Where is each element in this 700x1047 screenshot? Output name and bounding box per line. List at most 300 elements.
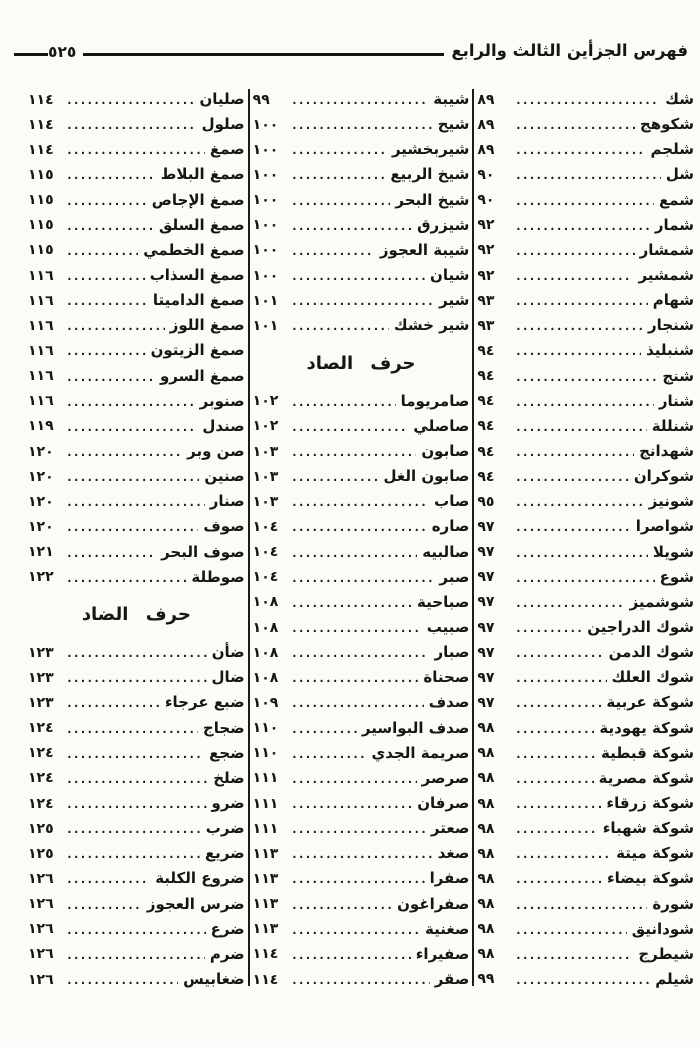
index-entry [477,313,694,338]
index-column-2 [253,87,470,992]
entry-term: صمغ السذاب [149,266,245,285]
entry-page-number: ١٢٢ [27,569,54,586]
index-entry [477,917,694,942]
entry-page-number: ٩٨ [477,770,495,787]
entry-page-number: ١٠٨ [252,619,279,636]
entry-page-number: ٨٩ [477,91,495,108]
dot-leader [291,540,418,565]
entry-term: شوكة شهباء [602,819,694,838]
header-rule [83,53,444,56]
index-entry [477,389,694,414]
entry-page-number: ١٢٠ [27,468,54,485]
dot-leader [291,565,435,590]
index-entry [477,590,694,615]
index-entry [28,967,245,992]
index-entry [253,716,470,741]
entry-page-number: ١٢٦ [27,870,54,887]
dot-leader [66,942,205,967]
index-entry [253,640,470,665]
dot-leader [291,162,386,187]
entry-page-number: ١٢٣ [27,669,54,686]
dot-leader [291,137,387,162]
entry-term: شيبة العجوز [379,240,470,259]
index-entry [253,590,470,615]
entry-page-number: ١٠٤ [252,544,279,561]
entry-page-number: ٩٨ [477,921,495,938]
dot-leader [515,87,660,112]
header-rule-short [14,53,48,56]
entry-term: شوك العلك [611,668,694,687]
entry-term: صامريوما [400,391,470,410]
entry-page-number: ١٢٦ [27,971,54,988]
header-title: فهرس الجزأين الثالث والرابع [451,40,688,60]
dot-leader [515,213,650,238]
entry-term: شكوهج [639,115,694,134]
entry-term: صمغ الخطمي [143,240,245,259]
dot-leader [291,414,409,439]
entry-page-number: ١٠١ [252,317,279,334]
entry-term: صمغ السلق [158,215,245,234]
entry-term: صقر [434,970,470,988]
index-entry [28,263,245,288]
entry-term: شنبليذ [646,341,694,360]
dot-leader [66,892,142,917]
entry-page-number: ٨٩ [477,116,495,133]
dot-leader [515,112,635,137]
entry-term: صاصلي [413,416,470,435]
dot-leader [66,690,160,715]
dot-leader [66,565,186,590]
entry-term: ضرب [205,819,245,838]
entry-term: صمغ الإجاص [151,190,245,209]
dot-leader [66,313,165,338]
dot-leader [291,690,424,715]
entry-page-number: ٩٢ [477,217,495,234]
entry-page-number: ١١٦ [27,393,54,410]
index-entry [477,162,694,187]
entry-term: شمع [658,190,694,209]
entry-page-number: ١٠٣ [252,443,279,460]
index-entry [253,213,470,238]
entry-page-number: ١١٤ [27,116,54,133]
entry-term: شنج [662,366,694,385]
index-body [0,60,700,992]
entry-page-number: ١٢٦ [27,946,54,963]
page-number: ٥٢٥ [48,42,77,61]
index-entry [28,514,245,539]
entry-term: شوكة بيضاء [606,869,694,888]
index-entry [253,288,470,313]
entry-term: شيان [430,266,470,285]
entry-page-number: ١١٠ [252,745,279,762]
index-entry [253,514,470,539]
section-heading: حرف الضاد [81,604,191,626]
dot-leader [515,489,643,514]
dot-leader [66,364,155,389]
entry-page-number: ٨٩ [477,141,495,158]
index-entry [28,188,245,213]
dot-leader [515,640,603,665]
index-entry [28,464,245,489]
dot-leader [515,439,634,464]
index-entry [28,816,245,841]
entry-term: صحناة [423,668,470,687]
entry-page-number: ١٠٢ [252,418,279,435]
entry-term: صمغ اللوز [169,316,245,335]
index-entry [28,942,245,967]
dot-leader [66,338,146,363]
index-entry [253,540,470,565]
entry-term: ضال [211,668,245,687]
index-entry [253,188,470,213]
index-entry [477,414,694,439]
index-entry [28,112,245,137]
entry-term: شيطرج [638,944,694,963]
index-entry [477,112,694,137]
dot-leader [515,791,601,816]
entry-term: صوطلة [191,567,245,586]
index-entry [253,162,470,187]
entry-page-number: ١١٤ [252,946,279,963]
entry-term: صندل [202,416,245,435]
entry-page-number: ١٠٢ [252,393,279,410]
entry-page-number: ١٢٦ [27,921,54,938]
entry-term: صمغ الداميتا [152,291,245,310]
entry-page-number: ٩٧ [477,594,495,611]
entry-term: صمغ الزيتون [150,341,245,360]
entry-term: ضريع [204,844,245,863]
dot-leader [515,690,601,715]
entry-term: شوكة زرقاء [606,794,694,812]
dot-leader [515,590,624,615]
index-entry [477,640,694,665]
dot-leader [515,866,602,891]
dot-leader [66,188,147,213]
entry-term: شوع [659,567,694,586]
dot-leader [515,741,596,766]
index-entry [477,665,694,690]
entry-page-number: ١٢٥ [27,820,54,837]
entry-term: شمشير [638,266,694,285]
entry-page-number: ١٠٠ [252,217,279,234]
entry-page-number: ١٠٠ [252,141,279,158]
entry-term: صعتر [430,819,470,838]
entry-page-number: ١٠٠ [252,116,279,133]
dot-leader [291,741,367,766]
dot-leader [66,841,200,866]
dot-leader [291,866,425,891]
entry-page-number: ٩٤ [477,418,495,435]
entry-term: شيح [437,115,470,134]
entry-page-number: ١٠٠ [252,192,279,209]
entry-page-number: ١١١ [252,795,279,812]
entry-page-number: ٩٩ [477,971,495,988]
dot-leader [291,213,412,238]
dot-leader [66,741,204,766]
entry-term: شير [439,291,470,310]
entry-page-number: ٩٤ [477,368,495,385]
entry-term: شهدانج [639,442,694,461]
entry-term: صنين [204,467,245,486]
dot-leader [291,389,396,414]
entry-term: شيربخشير [391,140,470,159]
index-entry [28,565,245,590]
index-entry [477,540,694,565]
entry-term: ضلخ [213,768,245,787]
entry-page-number: ٩٨ [477,720,495,737]
entry-term: صلول [201,115,245,134]
dot-leader [515,188,654,213]
entry-term: صوف [203,517,245,536]
index-entry [477,338,694,363]
entry-page-number: ١١٥ [27,242,54,259]
entry-term: شير خشك [393,316,470,335]
entry-page-number: ١٠١ [252,292,279,309]
dot-leader [66,665,207,690]
entry-term: صليان [199,90,245,109]
entry-page-number: ١٠٩ [252,694,279,711]
entry-page-number: ٩٤ [477,342,495,359]
dot-leader [66,716,198,741]
index-entry [28,389,245,414]
dot-leader [66,967,178,992]
dot-leader [66,213,154,238]
index-entry [253,866,470,891]
entry-page-number: ٩٨ [477,820,495,837]
entry-term: شوك الدراجين [587,618,694,637]
entry-page-number: ١١٣ [252,845,279,862]
dot-leader [515,540,647,565]
index-entry [28,137,245,162]
index-entry [28,892,245,917]
index-entry [253,464,470,489]
entry-term: شيبة [433,90,470,109]
index-entry [28,87,245,112]
entry-page-number: ١١٦ [27,342,54,359]
entry-term: شنار [658,391,694,410]
entry-term: صغد [437,844,470,863]
entry-term: شوك الدمن [608,643,694,662]
dot-leader [291,892,392,917]
entry-term: ضغابيس [183,970,245,988]
entry-page-number: ١٢٤ [27,770,54,787]
dot-leader [515,162,661,187]
dot-leader [515,464,629,489]
dot-leader [291,238,375,263]
entry-page-number: ١٢٠ [27,493,54,510]
dot-leader [291,665,419,690]
index-entry [477,716,694,741]
entry-page-number: ١١٩ [27,418,54,435]
dot-leader [515,338,641,363]
dot-leader [66,389,195,414]
entry-page-number: ١١٥ [27,217,54,234]
index-entry [477,439,694,464]
index-entry [477,615,694,640]
column-divider [248,89,250,986]
dot-leader [291,716,357,741]
entry-term: ضجع [209,743,245,762]
index-entry [477,565,694,590]
entry-term: صدف البواسير [361,718,470,737]
entry-page-number: ٩٣ [477,292,495,309]
index-entry [28,313,245,338]
dot-leader [66,540,156,565]
entry-page-number: ٩٢ [477,267,495,284]
entry-page-number: ٩٤ [477,468,495,485]
index-entry [253,137,470,162]
entry-page-number: ١٢٤ [27,720,54,737]
entry-term: ضروع الكلبة [155,869,245,888]
index-entry [28,288,245,313]
dot-leader [66,489,205,514]
entry-term: ضبع عرجاء [164,693,245,712]
index-entry [253,615,470,640]
index-entry [253,967,470,992]
entry-page-number: ١١٤ [27,91,54,108]
entry-page-number: ١١٦ [27,317,54,334]
dot-leader [515,137,645,162]
entry-term: ضرم [209,944,245,963]
entry-term: ضأن [211,643,245,662]
entry-page-number: ١٢١ [27,544,54,561]
index-entry [28,741,245,766]
index-entry [28,489,245,514]
dot-leader [515,841,611,866]
dot-leader [515,615,582,640]
entry-term: شيلم [655,969,694,988]
entry-page-number: ٩٨ [477,896,495,913]
entry-page-number: ١١١ [252,820,279,837]
index-entry [28,665,245,690]
index-entry [28,917,245,942]
entry-term: شونيز [648,492,694,511]
entry-term: صوف البحر [161,542,245,561]
index-entry [477,791,694,816]
entry-page-number: ١١٦ [27,292,54,309]
index-entry [477,263,694,288]
index-entry [253,414,470,439]
index-entry [253,892,470,917]
entry-term: صالبيه [422,542,470,561]
entry-page-number: ٩٧ [477,669,495,686]
index-entry [477,741,694,766]
entry-term: شيخ الربيع [390,165,470,184]
index-entry [28,716,245,741]
index-entry [28,540,245,565]
entry-page-number: ١٠٨ [252,594,279,611]
index-entry [477,288,694,313]
entry-term: شوشميز [629,592,694,611]
index-entry [477,514,694,539]
dot-leader [66,439,182,464]
dot-leader [66,791,207,816]
index-entry [477,766,694,791]
entry-term: شواصرا [635,517,694,536]
index-entry [28,162,245,187]
index-entry [253,791,470,816]
index-entry [253,238,470,263]
entry-page-number: ١٠٠ [252,267,279,284]
dot-leader [515,716,594,741]
entry-page-number: ١١٣ [252,921,279,938]
entry-term: صباحية [417,592,470,611]
index-entry [477,364,694,389]
entry-page-number: ١٢٣ [27,644,54,661]
index-entry [477,942,694,967]
entry-page-number: ٩٨ [477,745,495,762]
entry-page-number: ٩٩ [252,91,270,108]
index-entry [253,313,470,338]
entry-term: ضرس العجوز [146,894,245,913]
entry-page-number: ١٢٠ [27,518,54,535]
dot-leader [291,112,433,137]
dot-leader [515,565,654,590]
entry-page-number: ١٢٤ [27,745,54,762]
dot-leader [515,389,654,414]
dot-leader [66,640,207,665]
entry-page-number: ١١٣ [252,896,279,913]
dot-leader [66,112,197,137]
dot-leader [66,866,150,891]
dot-leader [291,791,413,816]
entry-term: صرفان [417,794,470,813]
dot-leader [291,288,434,313]
index-entry [28,866,245,891]
index-entry [253,917,470,942]
entry-page-number: ١٠٨ [252,669,279,686]
entry-page-number: ٩٠ [477,192,495,209]
index-entry [28,690,245,715]
entry-page-number: ١١٥ [27,166,54,183]
index-entry [28,791,245,816]
entry-term: شل [665,165,694,184]
dot-leader [291,489,429,514]
entry-term: شيزرق [417,215,470,234]
entry-term: شيخ البحر [395,190,470,209]
entry-page-number: ٩٤ [477,443,495,460]
dot-leader [66,137,205,162]
dot-leader [515,313,643,338]
entry-page-number: ٩٨ [477,795,495,812]
entry-term: صن وبر [187,442,245,461]
entry-term: صبر [439,567,470,586]
entry-term: صنوبر [199,391,245,410]
index-column-3 [28,87,245,992]
entry-page-number: ٩٠ [477,166,495,183]
entry-term: شنللة [651,416,694,435]
entry-term: صاب [434,492,470,511]
dot-leader [291,87,429,112]
index-entry [477,137,694,162]
dot-leader [291,942,411,967]
entry-term: شك [665,90,694,109]
entry-term: صنار [209,492,245,511]
entry-term: ضجاج [202,718,245,737]
index-entry [477,238,694,263]
entry-term: شودانيق [631,919,694,938]
entry-page-number: ١٢٥ [27,845,54,862]
index-column-1 [477,87,694,992]
index-entry [477,892,694,917]
dot-leader [66,414,197,439]
dot-leader [515,288,647,313]
entry-term: صمغ [209,140,245,159]
dot-leader [291,464,379,489]
dot-leader [291,313,389,338]
index-entry [253,263,470,288]
entry-page-number: ١٠٤ [252,569,279,586]
